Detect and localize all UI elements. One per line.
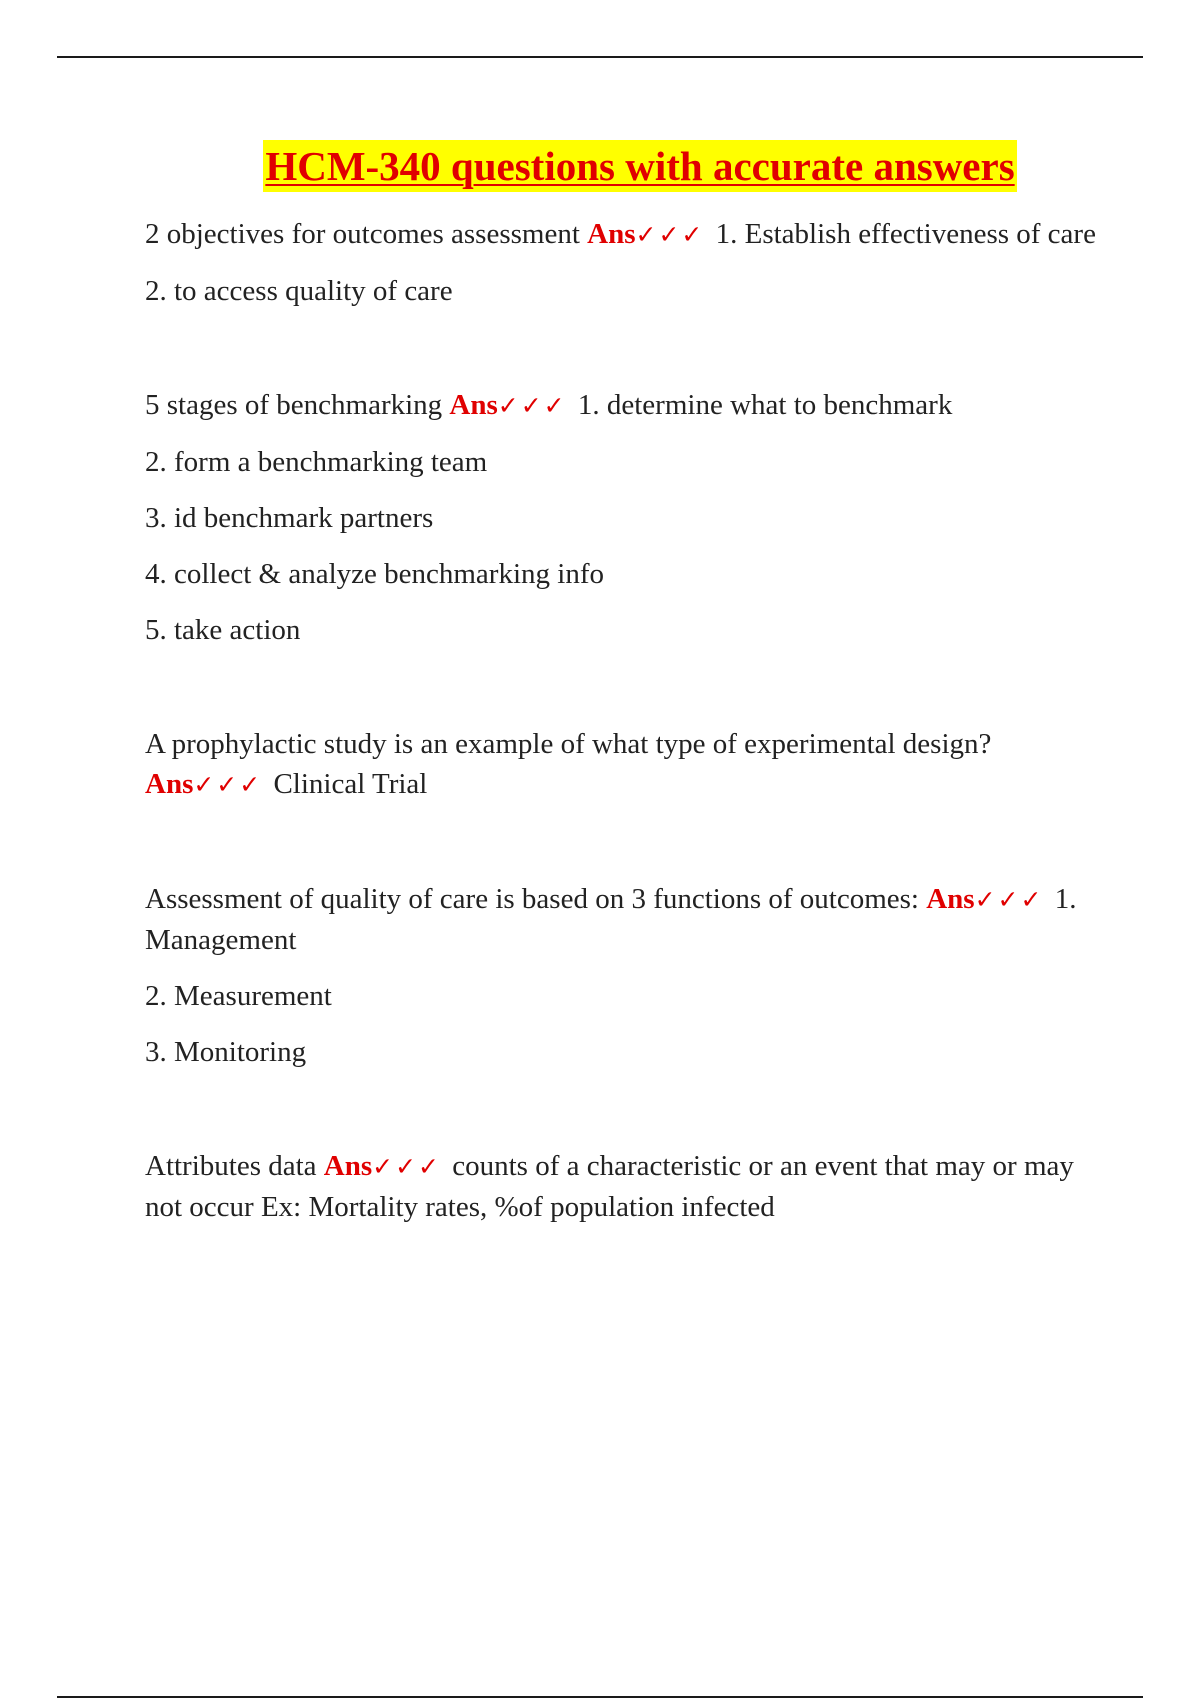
ans-label: Ans	[587, 218, 636, 250]
answer-text: counts of a characteristic or an event that may or may not occur Ex: Mortality rates, %of population infected	[145, 1150, 1074, 1223]
checkmark-icon: ✓✓✓	[974, 885, 1044, 914]
checkmark-icon: ✓✓✓	[635, 220, 705, 249]
checkmark-icon: ✓✓✓	[497, 391, 567, 420]
spacer	[145, 666, 1105, 724]
spacer	[145, 821, 1105, 879]
answer-text: 1. Establish effectiveness of care	[715, 218, 1096, 250]
title-wrap	[145, 140, 1105, 192]
qa-line	[145, 724, 1105, 805]
question-text: Attributes data	[145, 1150, 317, 1182]
qa-line	[145, 385, 1105, 426]
question-text: A prophylactic study is an example of what type of experimental design?	[145, 728, 992, 760]
answer-extra-line: 2. form a benchmarking team	[145, 446, 488, 478]
checkmark-icon: ✓✓✓	[193, 770, 263, 799]
bottom-rule	[57, 1696, 1143, 1698]
answer-extra-line: 2. Measurement	[145, 980, 332, 1012]
answer-extra-line: 2. to access quality of care	[145, 275, 453, 307]
qa-item-2	[145, 385, 1105, 650]
answer-extra-line: 3. id benchmark partners	[145, 502, 434, 534]
ans-label: Ans	[323, 1150, 373, 1182]
spacer	[145, 1088, 1105, 1146]
qa-item-5	[145, 1146, 1105, 1227]
question-text: 2 objectives for outcomes assessment	[145, 218, 580, 250]
ans-label: Ans	[145, 768, 194, 800]
answer-text: 1. determine what to benchmark	[577, 389, 953, 421]
answer-extra-line: 5. take action	[145, 614, 301, 646]
spacer	[145, 327, 1105, 385]
ans-label: Ans	[449, 389, 498, 421]
qa-line	[145, 879, 1105, 960]
answer-text: Clinical Trial	[273, 768, 428, 800]
answer-text: 1. Management	[145, 883, 1077, 956]
checkmark-icon: ✓✓✓	[372, 1152, 441, 1181]
document-title: HCM-340 questions with accurate answers	[263, 140, 1016, 192]
answer-extra-line: 4. collect & analyze benchmarking info	[145, 558, 604, 590]
question-text: 5 stages of benchmarking	[145, 389, 443, 421]
qa-item-3	[145, 724, 1105, 805]
ans-label: Ans	[926, 883, 975, 915]
top-rule	[57, 56, 1143, 58]
document-body	[145, 140, 1105, 1243]
qa-line	[145, 214, 1105, 255]
qa-item-4	[145, 879, 1105, 1072]
question-text: Assessment of quality of care is based on 3 functions of outcomes:	[145, 883, 919, 915]
qa-line	[145, 1146, 1105, 1227]
answer-extra-line: 3. Monitoring	[145, 1036, 307, 1068]
qa-item-1	[145, 214, 1105, 311]
